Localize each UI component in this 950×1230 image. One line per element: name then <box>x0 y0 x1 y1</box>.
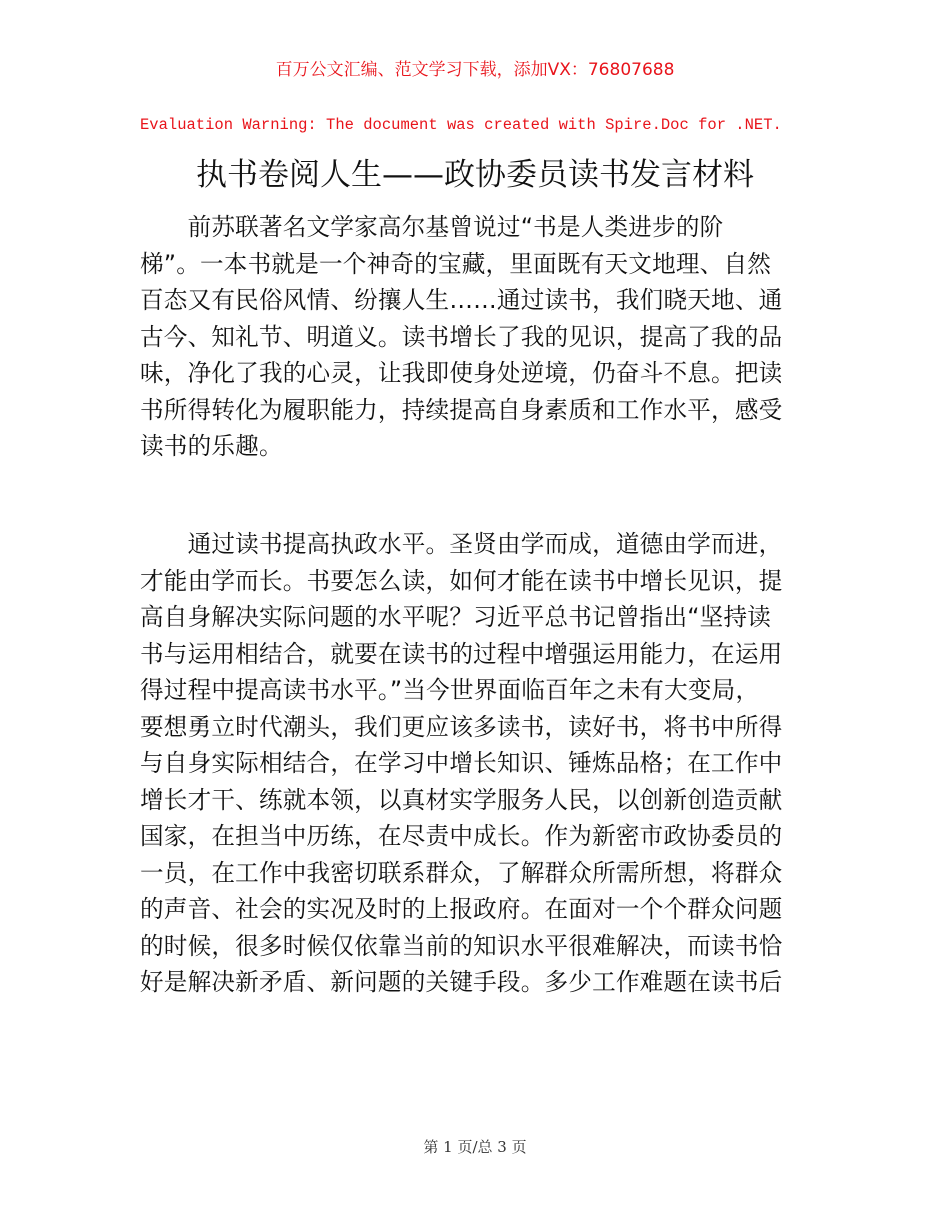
paragraph-line: 古今、知礼节、明道义。读书增长了我的见识，提高了我的品 <box>140 322 783 351</box>
paragraph-line: 百态又有民俗风情、纷攘人生……通过读书，我们晓天地、通 <box>140 286 783 314</box>
paragraph-line: 书与运用相结合，就要在读书的过程中增强运用能力，在运用 <box>140 639 783 668</box>
paragraph-line: 要想勇立时代潮头，我们更应该多读书，读好书，将书中所得 <box>140 712 783 741</box>
paragraph-line: 国家，在担当中历练，在尽责中成长。作为新密市政协委员的 <box>140 822 783 850</box>
page-number-footer: 第 1 页/总 3 页 <box>423 1138 527 1156</box>
header-promo-text: 百万公文汇编、范文学习下载，添加VX：76807688 <box>275 60 675 80</box>
document-title: 执书卷阅人生——政协委员读书发言材料 <box>196 157 754 193</box>
evaluation-warning: Evaluation Warning: The document was created with Spire.Doc for .NET. <box>140 116 782 134</box>
paragraph-line: 书所得转化为履职能力，持续提高自身素质和工作水平，感受 <box>140 395 783 424</box>
paragraph-line: 高自身解决实际问题的水平呢？习近平总书记曾指出“坚持读 <box>140 603 772 631</box>
paragraph-line: 的时候，很多时候仅依靠当前的知识水平很难解决，而读书恰 <box>140 931 783 960</box>
paragraph-line: 通过读书提高执政水平。圣贤由学而成，道德由学而进， <box>140 530 783 558</box>
paragraph-line: 才能由学而长。书要怎么读，如何才能在读书中增长见识，提 <box>140 566 783 595</box>
paragraph-line: 前苏联著名文学家高尔基曾说过“书是人类进步的阶 <box>140 213 724 241</box>
paragraph-2 <box>140 526 812 1001</box>
paragraph-line: 一员，在工作中我密切联系群众，了解群众所需所想，将群众 <box>140 858 783 887</box>
paragraph-line: 梯”。一本书就是一个神奇的宝藏，里面既有天文地理、自然 <box>140 249 772 278</box>
paragraph-line: 好是解决新矛盾、新问题的关键手段。多少工作难题在读书后 <box>140 968 783 996</box>
paragraph-line: 增长才干、练就本领，以真材实学服务人民，以创新创造贡献 <box>140 785 783 814</box>
paragraph-line: 味，净化了我的心灵，让我即使身处逆境，仍奋斗不息。把读 <box>140 359 783 387</box>
paragraph-line: 读书的乐趣。 <box>140 432 283 460</box>
paragraph-line: 得过程中提高读书水平。”当今世界面临百年之未有大变局， <box>140 676 760 704</box>
paragraph-line: 的声音、社会的实况及时的上报政府。在面对一个个群众问题 <box>140 895 783 923</box>
paragraph-1 <box>140 209 812 465</box>
paragraph-line: 与自身实际相结合，在学习中增长知识、锤炼品格；在工作中 <box>140 749 783 777</box>
